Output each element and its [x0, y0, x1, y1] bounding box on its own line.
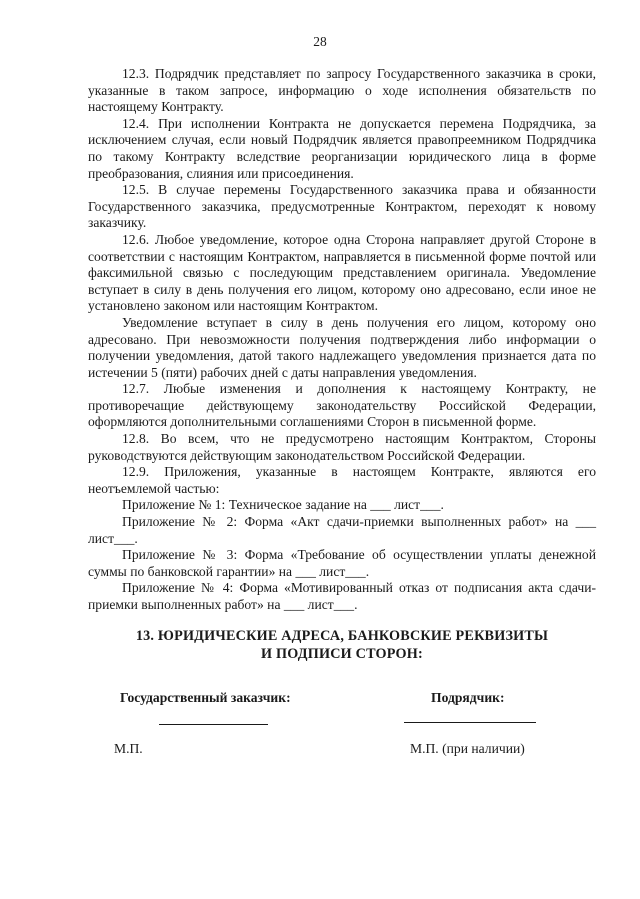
paragraph-12-7: 12.7. Любые изменения и дополнения к настоящему Контракту, не противоречащие действующему законодательству Российской Федерации, оформляются дополнительными соглашениями Сторон в письменной форме. — [88, 381, 596, 430]
section-heading-line-2: И ПОДПИСИ СТОРОН: — [261, 645, 423, 662]
paragraph-12-4: 12.4. При исполнении Контракта не допускается перемена Подрядчика, за исключением случая, если новый Подрядчик является правопреемником Подрядчика по такому Контракту вследствие реорганизации юридического лица в форме преобразования, слияния или присоединения. — [88, 115, 596, 181]
paragraph-12-8: 12.8. Во всем, что не предусмотрено настоящим Контрактом, Стороны руководствуются действующим законодательством Российской Федерации. — [88, 431, 596, 463]
appendix-3: Приложение № 3: Форма «Требование об осуществлении уплаты денежной суммы по банковской гарантии» на ___ лист___. — [88, 547, 596, 579]
paragraph-12-9: 12.9. Приложения, указанные в настоящем Контракте, являются его неотъемлемой частью: — [88, 464, 596, 496]
page-number: 28 — [313, 34, 327, 49]
appendix-1: Приложение № 1: Техническое задание на ___ лист___. — [122, 497, 444, 513]
paragraph-12-5: 12.5. В случае перемены Государственного заказчика права и обязанности Государственного заказчика, предусмотренные Контрактом, переходят к новому заказчику. — [88, 182, 596, 231]
contract-body — [88, 66, 596, 614]
paragraph-12-3: 12.3. Подрядчик представляет по запросу Государственного заказчика в сроки, указанные в таком запросе, информацию о ходе исполнения обязательств по настоящему Контракту. — [88, 66, 596, 115]
section-heading-line-1: 13. ЮРИДИЧЕСКИЕ АДРЕСА, БАНКОВСКИЕ РЕКВИЗИТЫ — [135, 628, 549, 644]
appendix-4: Приложение № 4: Форма «Мотивированный отказ от подписания акта сдачи-приемки выполненных работ» на ___ лист___. — [88, 580, 596, 612]
paragraph-notice-effect: Уведомление вступает в силу в день получения его лицом, которому оно адресовано. При невозможности получения подтверждения либо информации о получении уведомления, датой такого надлежащего уведомления признается дата по истечении 5 (пяти) рабочих дней с даты направления уведомления. — [88, 314, 596, 380]
customer-signature-line — [159, 724, 268, 725]
customer-stamp-place: М.П. — [114, 741, 143, 756]
contractor-signature-line — [404, 722, 536, 723]
contractor-stamp-place: М.П. (при наличии) — [410, 741, 525, 756]
customer-label: Государственный заказчик: — [120, 690, 291, 705]
appendix-2: Приложение № 2: Форма «Акт сдачи-приемки выполненных работ» на ___ лист___. — [88, 514, 596, 546]
section-13-heading — [88, 628, 596, 663]
paragraph-12-6: 12.6. Любое уведомление, которое одна Сторона направляет другой Стороне в соответствии с настоящим Контрактом, направляется в письменной форме почтой или факсимильной связью с последующим представлением оригинала. Уведомление вступает в силу в день получения его лицом, которому оно адресовано, если иное не установлено законом или настоящим Контрактом. — [88, 231, 596, 314]
contractor-label: Подрядчик: — [431, 690, 505, 705]
